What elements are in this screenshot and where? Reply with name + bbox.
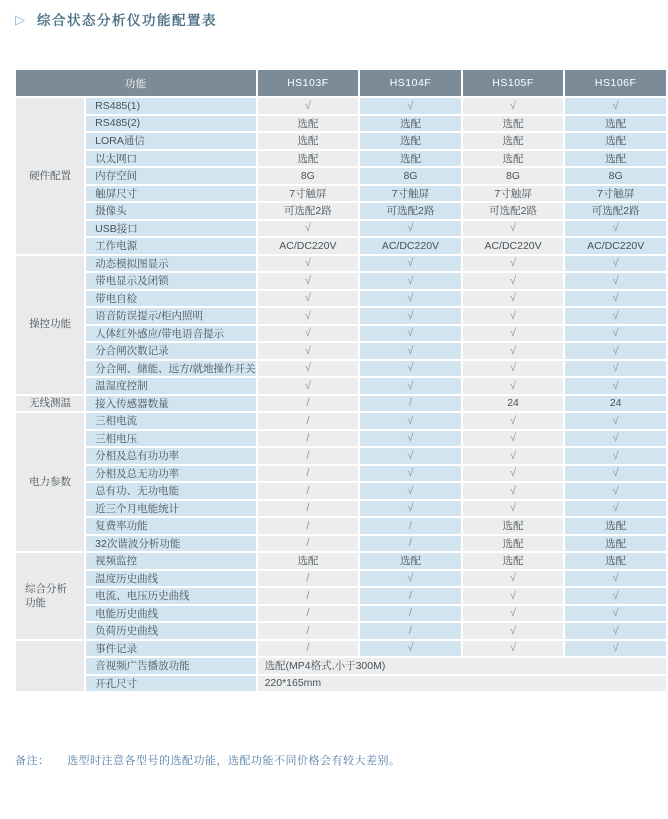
value-cell: √ (565, 483, 666, 499)
value-cell: 选配 (565, 151, 666, 167)
table-row (16, 396, 666, 412)
value-cell: √ (360, 256, 461, 272)
value-cell: 可选配2路 (565, 203, 666, 219)
value-cell: √ (258, 343, 359, 359)
table-row (16, 98, 666, 114)
table-header-row (16, 70, 666, 96)
value-cell: 选配 (258, 116, 359, 132)
feature-cell: 分合闸、储能、远方/就地操作开关 (86, 361, 255, 377)
table-row (16, 186, 666, 202)
value-cell: 选配 (463, 518, 564, 534)
value-cell: √ (463, 361, 564, 377)
value-cell: AC/DC220V (463, 238, 564, 254)
model-header-hs106f: HS106F (565, 70, 666, 96)
value-cell: √ (463, 308, 564, 324)
value-cell: 8G (565, 168, 666, 184)
value-cell: / (258, 431, 359, 447)
page-title-row (15, 9, 217, 29)
feature-cell: 语音防误提示/柜内照明 (86, 308, 255, 324)
feature-cell: RS485(2) (86, 116, 255, 132)
value-cell: √ (258, 98, 359, 114)
value-cell: √ (565, 98, 666, 114)
value-cell: / (258, 413, 359, 429)
span-value-cell: 220*165mm (258, 676, 666, 692)
footnote (15, 752, 401, 768)
value-cell: 可选配2路 (463, 203, 564, 219)
table-row (16, 588, 666, 604)
value-cell: √ (258, 361, 359, 377)
footnote-label: 备注： (15, 755, 50, 767)
table-row (16, 606, 666, 622)
table-row (16, 641, 666, 657)
value-cell: / (258, 396, 359, 412)
table-row (16, 571, 666, 587)
feature-cell: 音视频广告播放功能 (86, 658, 255, 674)
value-cell: 可选配2路 (258, 203, 359, 219)
feature-cell: USB接口 (86, 221, 255, 237)
feature-cell: 复费率功能 (86, 518, 255, 534)
value-cell: 选配 (360, 151, 461, 167)
value-cell: √ (360, 308, 461, 324)
model-header-hs104f: HS104F (360, 70, 461, 96)
value-cell: √ (258, 291, 359, 307)
value-cell: √ (360, 501, 461, 517)
table-row (16, 238, 666, 254)
feature-cell: RS485(1) (86, 98, 255, 114)
value-cell: √ (360, 413, 461, 429)
model-header-hs103f: HS103F (258, 70, 359, 96)
page-title: 综合状态分析仪功能配置表 (37, 13, 217, 28)
value-cell: 选配 (463, 133, 564, 149)
value-cell: √ (463, 98, 564, 114)
feature-cell: 以太网口 (86, 151, 255, 167)
feature-cell: 接入传感器数量 (86, 396, 255, 412)
value-cell: √ (360, 343, 461, 359)
value-cell: √ (463, 483, 564, 499)
feature-cell: 工作电源 (86, 238, 255, 254)
model-header-hs105f: HS105F (463, 70, 564, 96)
table-row (16, 553, 666, 569)
feature-cell: 总有功、无功电能 (86, 483, 255, 499)
table-row (16, 483, 666, 499)
table-row (16, 413, 666, 429)
value-cell: 选配 (565, 116, 666, 132)
value-cell: √ (360, 571, 461, 587)
value-cell: √ (565, 431, 666, 447)
table-row (16, 221, 666, 237)
group-cell: 操控功能 (16, 256, 84, 394)
value-cell: / (360, 396, 461, 412)
feature-cell: 分相及总无功功率 (86, 466, 255, 482)
value-cell: AC/DC220V (565, 238, 666, 254)
value-cell: 7寸触屏 (360, 186, 461, 202)
value-cell: √ (565, 641, 666, 657)
table-row (16, 273, 666, 289)
value-cell: / (258, 466, 359, 482)
value-cell: 8G (463, 168, 564, 184)
value-cell: √ (565, 326, 666, 342)
value-cell: / (360, 606, 461, 622)
feature-cell: 电能历史曲线 (86, 606, 255, 622)
value-cell: √ (463, 448, 564, 464)
value-cell: √ (565, 448, 666, 464)
value-cell: √ (463, 221, 564, 237)
value-cell: √ (565, 256, 666, 272)
config-table (14, 68, 668, 693)
feature-cell: 三相电压 (86, 431, 255, 447)
value-cell: √ (565, 291, 666, 307)
feature-cell: 分相及总有功功率 (86, 448, 255, 464)
value-cell: √ (565, 623, 666, 639)
feature-cell: 带电自检 (86, 291, 255, 307)
value-cell: √ (463, 501, 564, 517)
value-cell: 选配 (258, 151, 359, 167)
value-cell: 24 (463, 396, 564, 412)
table-row (16, 623, 666, 639)
value-cell: 选配 (463, 116, 564, 132)
value-cell: √ (360, 273, 461, 289)
value-cell: 选配 (258, 553, 359, 569)
value-cell: √ (463, 256, 564, 272)
value-cell: √ (463, 378, 564, 394)
table-row (16, 133, 666, 149)
value-cell: √ (360, 641, 461, 657)
feature-cell: 负荷历史曲线 (86, 623, 255, 639)
value-cell: √ (565, 571, 666, 587)
value-cell: √ (258, 273, 359, 289)
table-row (16, 291, 666, 307)
value-cell: √ (463, 623, 564, 639)
table-row (16, 343, 666, 359)
value-cell: √ (565, 466, 666, 482)
value-cell: √ (463, 466, 564, 482)
table-row (16, 116, 666, 132)
feature-cell: 人体红外感应/带电语音提示 (86, 326, 255, 342)
value-cell: 24 (565, 396, 666, 412)
value-cell: √ (565, 343, 666, 359)
value-cell: √ (360, 466, 461, 482)
value-cell: / (258, 588, 359, 604)
group-cell: 无线测温 (16, 396, 84, 412)
value-cell: √ (463, 291, 564, 307)
feature-cell: 内存空间 (86, 168, 255, 184)
value-cell: √ (463, 431, 564, 447)
table-row (16, 378, 666, 394)
value-cell: 7寸触屏 (565, 186, 666, 202)
value-cell: √ (565, 361, 666, 377)
feature-cell: 视频监控 (86, 553, 255, 569)
value-cell: / (360, 518, 461, 534)
value-cell: / (258, 518, 359, 534)
value-cell: √ (258, 256, 359, 272)
value-cell: / (258, 501, 359, 517)
feature-cell: 带电显示及闭锁 (86, 273, 255, 289)
value-cell: / (258, 606, 359, 622)
feature-cell: 摄像头 (86, 203, 255, 219)
value-cell: AC/DC220V (258, 238, 359, 254)
value-cell: 选配 (565, 553, 666, 569)
feature-cell: 三相电流 (86, 413, 255, 429)
value-cell: √ (360, 378, 461, 394)
table-row (16, 501, 666, 517)
table-row (16, 256, 666, 272)
table-row (16, 466, 666, 482)
group-cell (16, 641, 84, 692)
value-cell: √ (360, 221, 461, 237)
feature-cell: 近三个月电能统计 (86, 501, 255, 517)
table-row (16, 676, 666, 692)
feature-cell: 电流、电压历史曲线 (86, 588, 255, 604)
value-cell: √ (565, 588, 666, 604)
value-cell: 8G (360, 168, 461, 184)
table-row (16, 151, 666, 167)
value-cell: / (258, 641, 359, 657)
value-cell: 7寸触屏 (258, 186, 359, 202)
value-cell: 选配 (360, 133, 461, 149)
value-cell: √ (463, 588, 564, 604)
value-cell: √ (463, 571, 564, 587)
value-cell: √ (360, 483, 461, 499)
value-cell: √ (565, 501, 666, 517)
value-cell: / (360, 536, 461, 552)
value-cell: / (258, 536, 359, 552)
value-cell: 选配 (360, 116, 461, 132)
value-cell: √ (463, 273, 564, 289)
value-cell: / (258, 448, 359, 464)
group-cell: 电力参数 (16, 413, 84, 551)
value-cell: √ (565, 273, 666, 289)
value-cell: √ (258, 221, 359, 237)
value-cell: √ (565, 221, 666, 237)
value-cell: 选配 (360, 553, 461, 569)
value-cell: √ (565, 378, 666, 394)
value-cell: / (360, 588, 461, 604)
feature-cell: 动态模拟图显示 (86, 256, 255, 272)
triangle-right-icon: ▷ (15, 11, 25, 27)
table-row (16, 326, 666, 342)
value-cell: 可选配2路 (360, 203, 461, 219)
value-cell: 8G (258, 168, 359, 184)
value-cell: 选配 (565, 536, 666, 552)
table-row (16, 431, 666, 447)
value-cell: √ (565, 606, 666, 622)
feature-cell: 开孔尺寸 (86, 676, 255, 692)
table-row (16, 448, 666, 464)
value-cell: √ (360, 361, 461, 377)
value-cell: √ (463, 326, 564, 342)
value-cell: √ (463, 343, 564, 359)
value-cell: / (258, 483, 359, 499)
value-cell: AC/DC220V (360, 238, 461, 254)
value-cell: √ (360, 291, 461, 307)
table-row (16, 536, 666, 552)
value-cell: √ (360, 448, 461, 464)
value-cell: √ (258, 326, 359, 342)
value-cell: √ (463, 641, 564, 657)
feature-cell: 温度历史曲线 (86, 571, 255, 587)
group-cell: 综合分析功能 (16, 553, 84, 639)
feature-cell: 触屏尺寸 (86, 186, 255, 202)
value-cell: √ (360, 431, 461, 447)
feature-cell: 分合闸次数记录 (86, 343, 255, 359)
value-cell: / (360, 623, 461, 639)
feature-cell: 事件记录 (86, 641, 255, 657)
value-cell: √ (463, 606, 564, 622)
value-cell: 7寸触屏 (463, 186, 564, 202)
value-cell: 选配 (565, 133, 666, 149)
table-row (16, 518, 666, 534)
value-cell: √ (565, 413, 666, 429)
feature-cell: LORA通信 (86, 133, 255, 149)
span-value-cell: 选配(MP4格式,小于300M) (258, 658, 666, 674)
feature-column-header: 功能 (16, 70, 256, 96)
value-cell: 选配 (258, 133, 359, 149)
value-cell: √ (360, 98, 461, 114)
value-cell: 选配 (463, 536, 564, 552)
group-cell: 硬件配置 (16, 98, 84, 254)
table-row (16, 168, 666, 184)
value-cell: √ (258, 378, 359, 394)
value-cell: √ (258, 308, 359, 324)
table-row (16, 203, 666, 219)
value-cell: 选配 (463, 151, 564, 167)
value-cell: 选配 (463, 553, 564, 569)
value-cell: √ (360, 326, 461, 342)
feature-cell: 32次谐波分析功能 (86, 536, 255, 552)
table-row (16, 361, 666, 377)
value-cell: √ (565, 308, 666, 324)
value-cell: √ (463, 413, 564, 429)
value-cell: 选配 (565, 518, 666, 534)
table-row (16, 658, 666, 674)
table-row (16, 308, 666, 324)
feature-cell: 温湿度控制 (86, 378, 255, 394)
value-cell: / (258, 623, 359, 639)
footnote-text: 选型时注意各型号的选配功能，选配功能不同价格会有较大差别。 (67, 755, 401, 767)
value-cell: / (258, 571, 359, 587)
